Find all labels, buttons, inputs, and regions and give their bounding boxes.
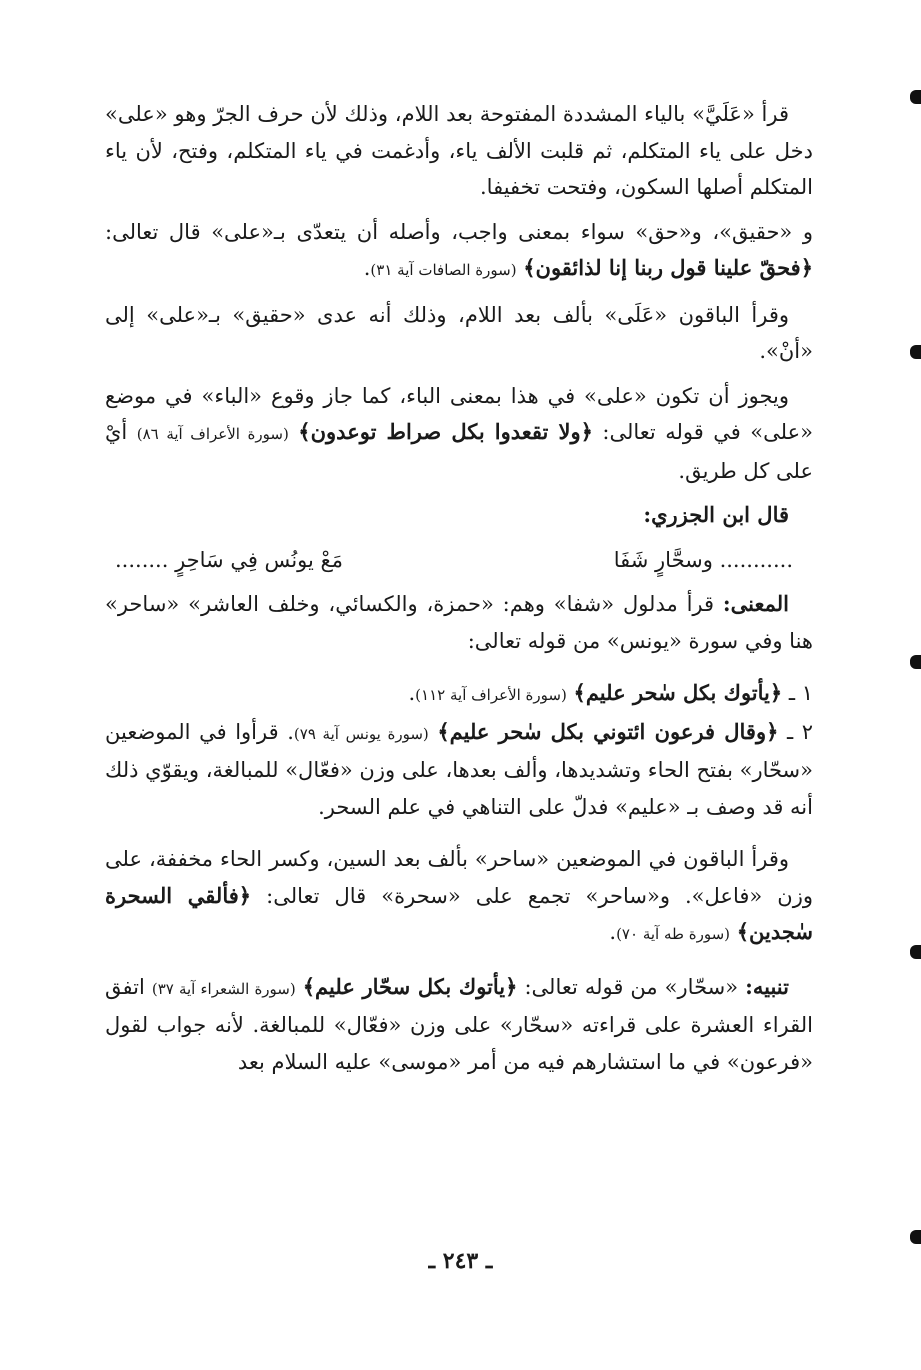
- list-item: [105, 675, 813, 714]
- edge-mark: [910, 1230, 921, 1244]
- paragraph: [105, 586, 813, 659]
- text: قرأ مدلول «شفا» وهم: «حمزة، والكسائي، وخلف العاشر» «ساحر» هنا وفي سورة «يونس» من قوله تعالى:: [105, 592, 813, 653]
- list-item: [105, 714, 813, 826]
- text: وقرأ الباقون في الموضعين «ساحر» بألف بعد السين، وكسر الحاء مخففة، على وزن «فاعل». و«ساحر» تجمع على «سحرة» قال تعالى:: [105, 847, 813, 908]
- quran-verse: ﴿وقال فرعون ائتوني بكل سٰحر عليم﴾: [437, 718, 779, 744]
- verse-reference: (سورة الأعراف آية ٨٦): [136, 425, 289, 443]
- quran-verse: ﴿يأتوك بكل سحّار عليم﴾: [302, 973, 518, 999]
- page-body: [105, 96, 813, 1080]
- page-number: ـ ٢٤٣ ـ: [428, 1248, 493, 1274]
- poem-hemistich-right: [614, 542, 793, 579]
- quran-verse: ﴿ولا تقعدوا بكل صراط توعدون﴾: [298, 419, 593, 444]
- quran-verse: ﴿يأتوك بكل سٰحر عليم﴾: [573, 680, 783, 705]
- poem-text: مَعْ يونُس فِي سَاحِرٍ: [175, 547, 343, 572]
- list-number: ٢ ـ: [778, 719, 813, 744]
- text: أيْ على كل طريق.: [105, 420, 813, 483]
- poem-dots: ...........: [719, 547, 793, 572]
- text: اتفق القراء العشرة على قراءته «سحّار» على وزن «فعّال» للمبالغة. لأنه جواب لقول «فرعون» في ما استشارهم فيه من أمر «موسى» عليه السلام بعد: [105, 974, 813, 1074]
- verse-reference: (سورة طه آية ٧٠): [616, 925, 730, 943]
- paragraph: وقرأ الباقون «عَلَى» بألف بعد اللام، وذلك أنه عدى «حقيق» بـ«على» إلى «أنْ».: [105, 302, 813, 363]
- verse-reference: (سورة الأعراف آية ١١٢): [415, 686, 567, 704]
- paragraph: [105, 841, 813, 953]
- text: ويجوز أن تكون «على» في هذا بمعنى الباء، كما جاز وقوع «الباء» في موضع «على» في قوله تعالى:: [105, 383, 813, 444]
- paragraph: [105, 378, 813, 490]
- label: تنبيه:: [745, 973, 789, 999]
- text: «سحّار» من قوله تعالى:: [517, 974, 746, 999]
- section-heading: قال ابن الجزري:: [643, 502, 789, 527]
- poem-hemistich-left: [115, 542, 343, 579]
- paragraph: قرأ «عَلَيَّ» بالياء المشددة المفتوحة بعد اللام، وذلك لأن حرف الجرّ وهو «على» دخل على ياء المتكلم، ثم قلبت الألف ياء، وأدغمت في ياء المتكلم، وفتح، لأن ياء المتكلم أصلها السكون، وفتحت تخفيفا.: [105, 102, 813, 199]
- edge-mark: [910, 345, 921, 359]
- poem-line: [105, 542, 813, 579]
- text: .: [609, 920, 617, 944]
- verse-reference: (سورة الشعراء آية ٣٧): [151, 979, 296, 998]
- text: . قرأوا في الموضعين «سحّار» بفتح الحاء وتشديدها، وألف بعدها، على وزن «فعّال» للمبالغة، ويقوّي ذلك أنه قد وصف بـ «عليم» فدلّ على التناهي في علم السحر.: [105, 719, 813, 819]
- label: المعنى:: [722, 591, 789, 616]
- quran-verse: ﴿فحقّ علينا قول ربنا إنا لذائقون﴾: [523, 255, 813, 280]
- edge-mark: [910, 655, 921, 669]
- edge-mark: [910, 945, 921, 959]
- edge-mark: [910, 90, 921, 104]
- list-number: ١ ـ: [782, 681, 813, 705]
- poem-dots: ........: [115, 547, 169, 572]
- poem-text: وسحَّارٍ شَفَا: [613, 547, 713, 572]
- text: .: [408, 681, 416, 705]
- paragraph: [105, 969, 813, 1081]
- verse-reference: (سورة الصافات آية ٣١): [370, 261, 517, 279]
- paragraph: [105, 214, 813, 289]
- text: .: [363, 256, 371, 280]
- verse-reference: (سورة يونس آية ٧٩): [293, 724, 429, 743]
- quran-verse: ﴿فألقي السحرة سٰجدين﴾: [105, 882, 813, 944]
- text: و «حقيق»، و«حق» سواء بمعنى واجب، وأصله أن يتعدّى بـ«على» قال تعالى:: [105, 219, 813, 244]
